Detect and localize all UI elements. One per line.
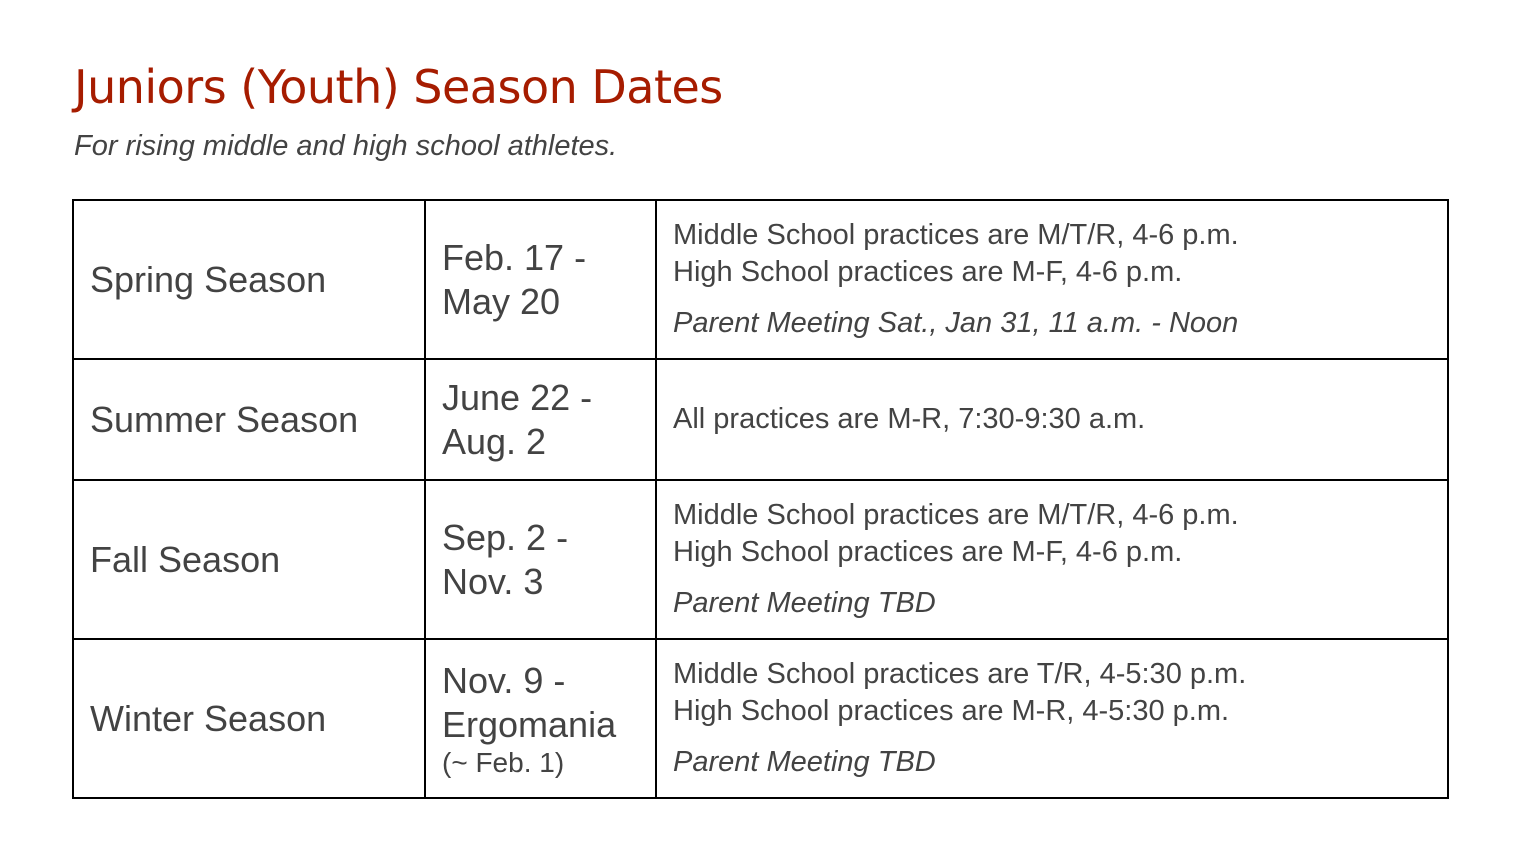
season-start-date: Sep. 2 - xyxy=(442,516,569,558)
practice-schedule: High School practices are M-R, 4-5:30 p.m. xyxy=(673,695,1230,727)
season-name-cell xyxy=(73,200,425,359)
practice-schedule: High School practices are M-F, 4-6 p.m. xyxy=(673,256,1183,288)
season-start-date: June 22 - xyxy=(442,376,593,418)
table-row xyxy=(73,639,1448,798)
season-details-cell xyxy=(656,480,1448,639)
season-end-date: May 20 xyxy=(442,280,561,322)
season-name: Summer Season xyxy=(90,398,359,440)
season-end-date: Nov. 3 xyxy=(442,560,544,602)
season-details-cell xyxy=(656,359,1448,480)
season-dates-cell xyxy=(425,359,656,480)
season-dates-cell xyxy=(425,200,656,359)
parent-meeting: Parent Meeting Sat., Jan 31, 11 a.m. - Noon xyxy=(673,307,1239,339)
table-row xyxy=(73,480,1448,639)
season-dates-cell xyxy=(425,480,656,639)
table-row xyxy=(73,200,1448,359)
page-subtitle: For rising middle and high school athletes. xyxy=(74,130,618,162)
season-end-date: Ergomania xyxy=(442,703,617,745)
season-end-note: (~ Feb. 1) xyxy=(442,746,565,778)
practice-schedule: Middle School practices are M/T/R, 4-6 p.m. xyxy=(673,499,1239,531)
practice-schedule: Middle School practices are T/R, 4-5:30 p.m. xyxy=(673,658,1247,690)
season-name: Winter Season xyxy=(90,697,327,739)
season-start-date: Feb. 17 - xyxy=(442,236,587,278)
season-details-cell xyxy=(656,639,1448,798)
season-details-cell xyxy=(656,200,1448,359)
season-name-cell xyxy=(73,359,425,480)
season-start-date: Nov. 9 - xyxy=(442,659,566,701)
page-title: Juniors (Youth) Season Dates xyxy=(74,60,723,114)
season-name: Spring Season xyxy=(90,258,327,300)
season-name-cell xyxy=(73,480,425,639)
season-name-cell xyxy=(73,639,425,798)
season-dates-cell xyxy=(425,639,656,798)
season-schedule-table xyxy=(72,199,1449,799)
table-row xyxy=(73,359,1448,480)
parent-meeting: Parent Meeting TBD xyxy=(673,746,936,778)
practice-schedule: All practices are M-R, 7:30-9:30 a.m. xyxy=(673,403,1146,435)
season-end-date: Aug. 2 xyxy=(442,420,547,462)
season-name: Fall Season xyxy=(90,538,281,580)
practice-schedule: High School practices are M-F, 4-6 p.m. xyxy=(673,536,1183,568)
practice-schedule: Middle School practices are M/T/R, 4-6 p.m. xyxy=(673,219,1239,251)
parent-meeting: Parent Meeting TBD xyxy=(673,587,936,619)
